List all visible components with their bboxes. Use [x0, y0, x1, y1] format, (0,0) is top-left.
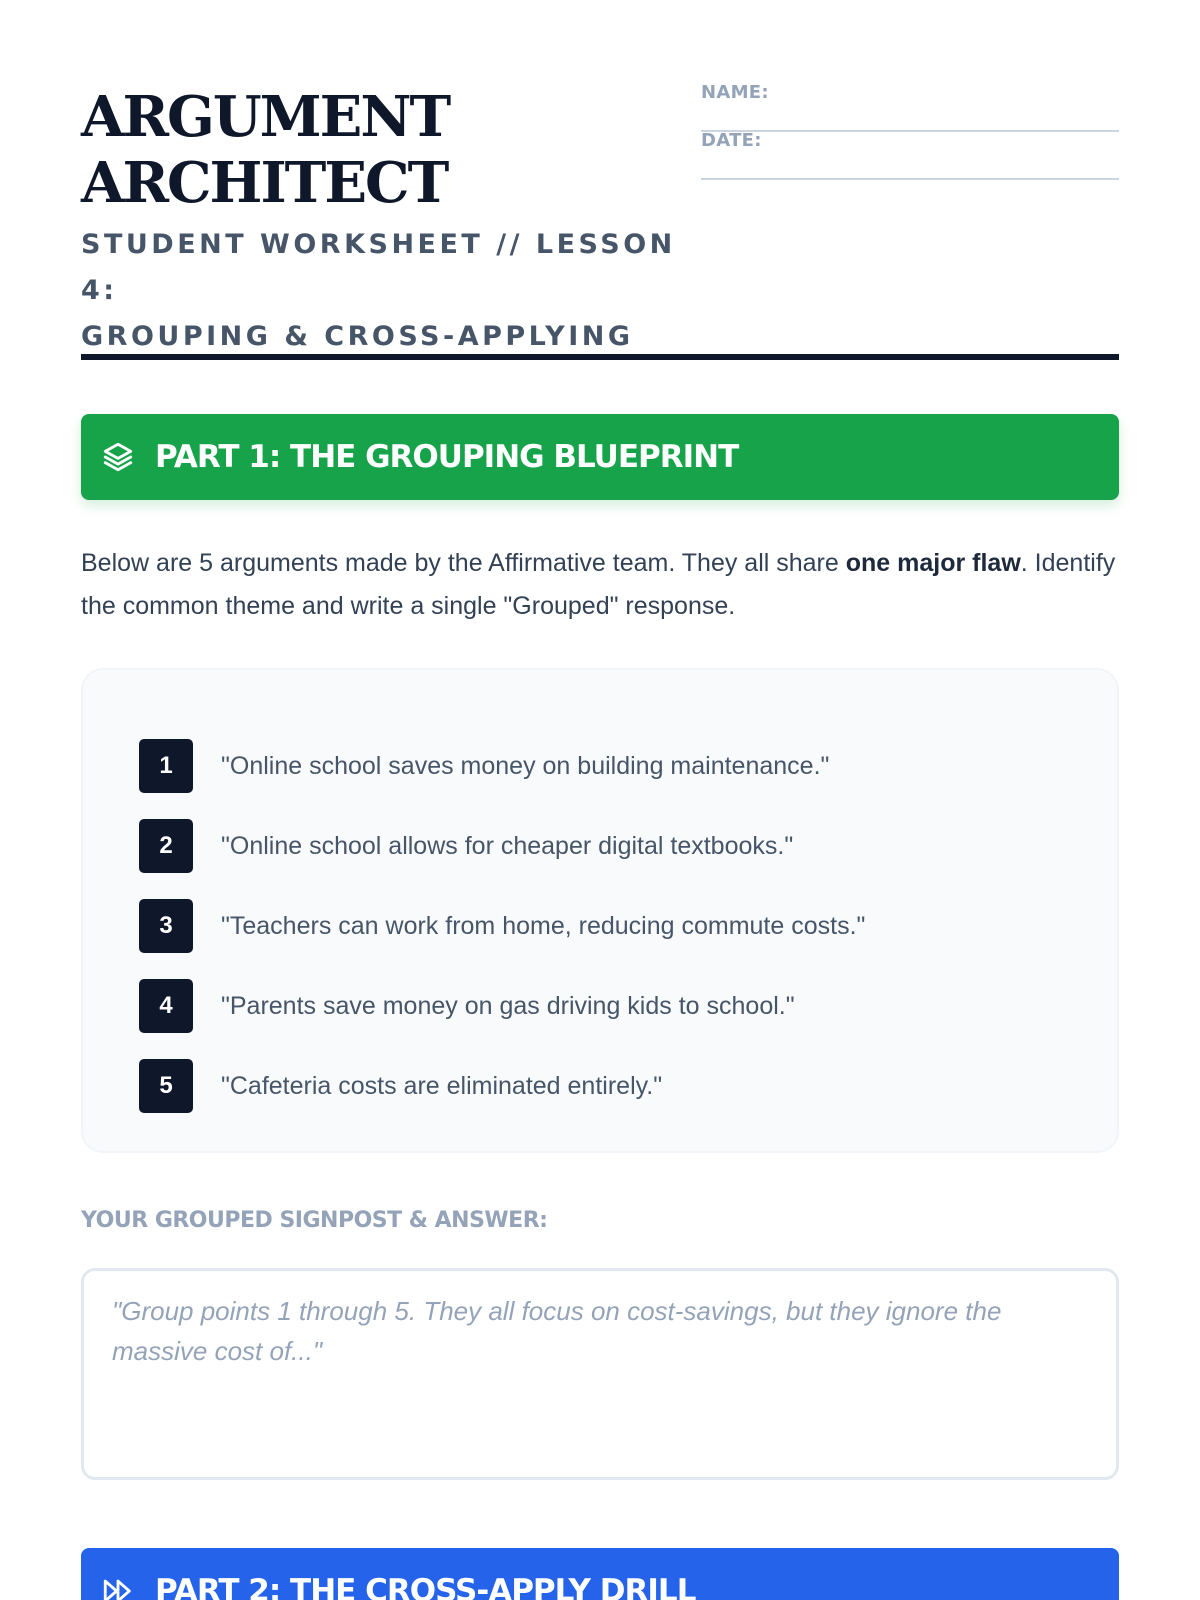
- name-field-row: [701, 84, 1119, 132]
- date-field-row: [701, 132, 1119, 180]
- argument-item: [139, 806, 1117, 886]
- header-divider: [81, 354, 1119, 360]
- part1-instructions: [81, 542, 1119, 628]
- title-line: ARGUMENT: [81, 84, 450, 150]
- argument-number-badge: 5: [139, 1059, 193, 1113]
- name-label: NAME:: [701, 82, 769, 103]
- instructions-text: Below are 5 arguments made by the Affirmative team. They all share: [81, 549, 846, 577]
- answer-label: YOUR GROUPED SIGNPOST & ANSWER:: [81, 1208, 548, 1233]
- name-input[interactable]: [781, 84, 1119, 128]
- subtitle-line: GROUPING & CROSS-APPLYING: [81, 321, 634, 352]
- student-info-fields: [701, 84, 1119, 360]
- fast-forward-icon: [101, 1574, 135, 1600]
- worksheet-header: [81, 0, 1119, 360]
- argument-item: [139, 966, 1117, 1046]
- worksheet-title: [81, 84, 681, 216]
- argument-number-badge: 4: [139, 979, 193, 1033]
- argument-text: "Online school allows for cheaper digital textbooks.": [221, 831, 794, 860]
- title-line: ARCHITECT: [81, 150, 448, 216]
- argument-text: "Cafeteria costs are eliminated entirely.": [221, 1071, 663, 1100]
- part2-banner: [81, 1548, 1119, 1600]
- grouped-answer-textarea[interactable]: [81, 1268, 1119, 1480]
- argument-text: "Teachers can work from home, reducing commute costs.": [221, 911, 866, 940]
- argument-item: [139, 726, 1117, 806]
- part1-title: PART 1: THE GROUPING BLUEPRINT: [155, 439, 739, 475]
- date-input[interactable]: [781, 132, 1119, 176]
- instructions-text: . Identify the common theme and write a single "Grouped" response.: [81, 549, 1116, 620]
- layers-icon: [101, 440, 135, 474]
- argument-text: "Parents save money on gas driving kids to school.": [221, 991, 795, 1020]
- argument-number-badge: 1: [139, 739, 193, 793]
- argument-number-badge: 2: [139, 819, 193, 873]
- date-label: DATE:: [701, 130, 762, 151]
- subtitle-line: STUDENT WORKSHEET // LESSON 4:: [81, 229, 676, 306]
- instructions-emphasis: one major flaw: [845, 549, 1021, 577]
- title-block: [81, 84, 681, 360]
- argument-item: [139, 1046, 1117, 1126]
- worksheet-subtitle: [81, 222, 681, 360]
- part1-banner: [81, 414, 1119, 500]
- arguments-card: [81, 668, 1119, 1153]
- argument-text: "Online school saves money on building maintenance.": [221, 751, 830, 780]
- argument-number-badge: 3: [139, 899, 193, 953]
- argument-item: [139, 886, 1117, 966]
- part2-title: PART 2: THE CROSS-APPLY DRILL: [155, 1573, 696, 1600]
